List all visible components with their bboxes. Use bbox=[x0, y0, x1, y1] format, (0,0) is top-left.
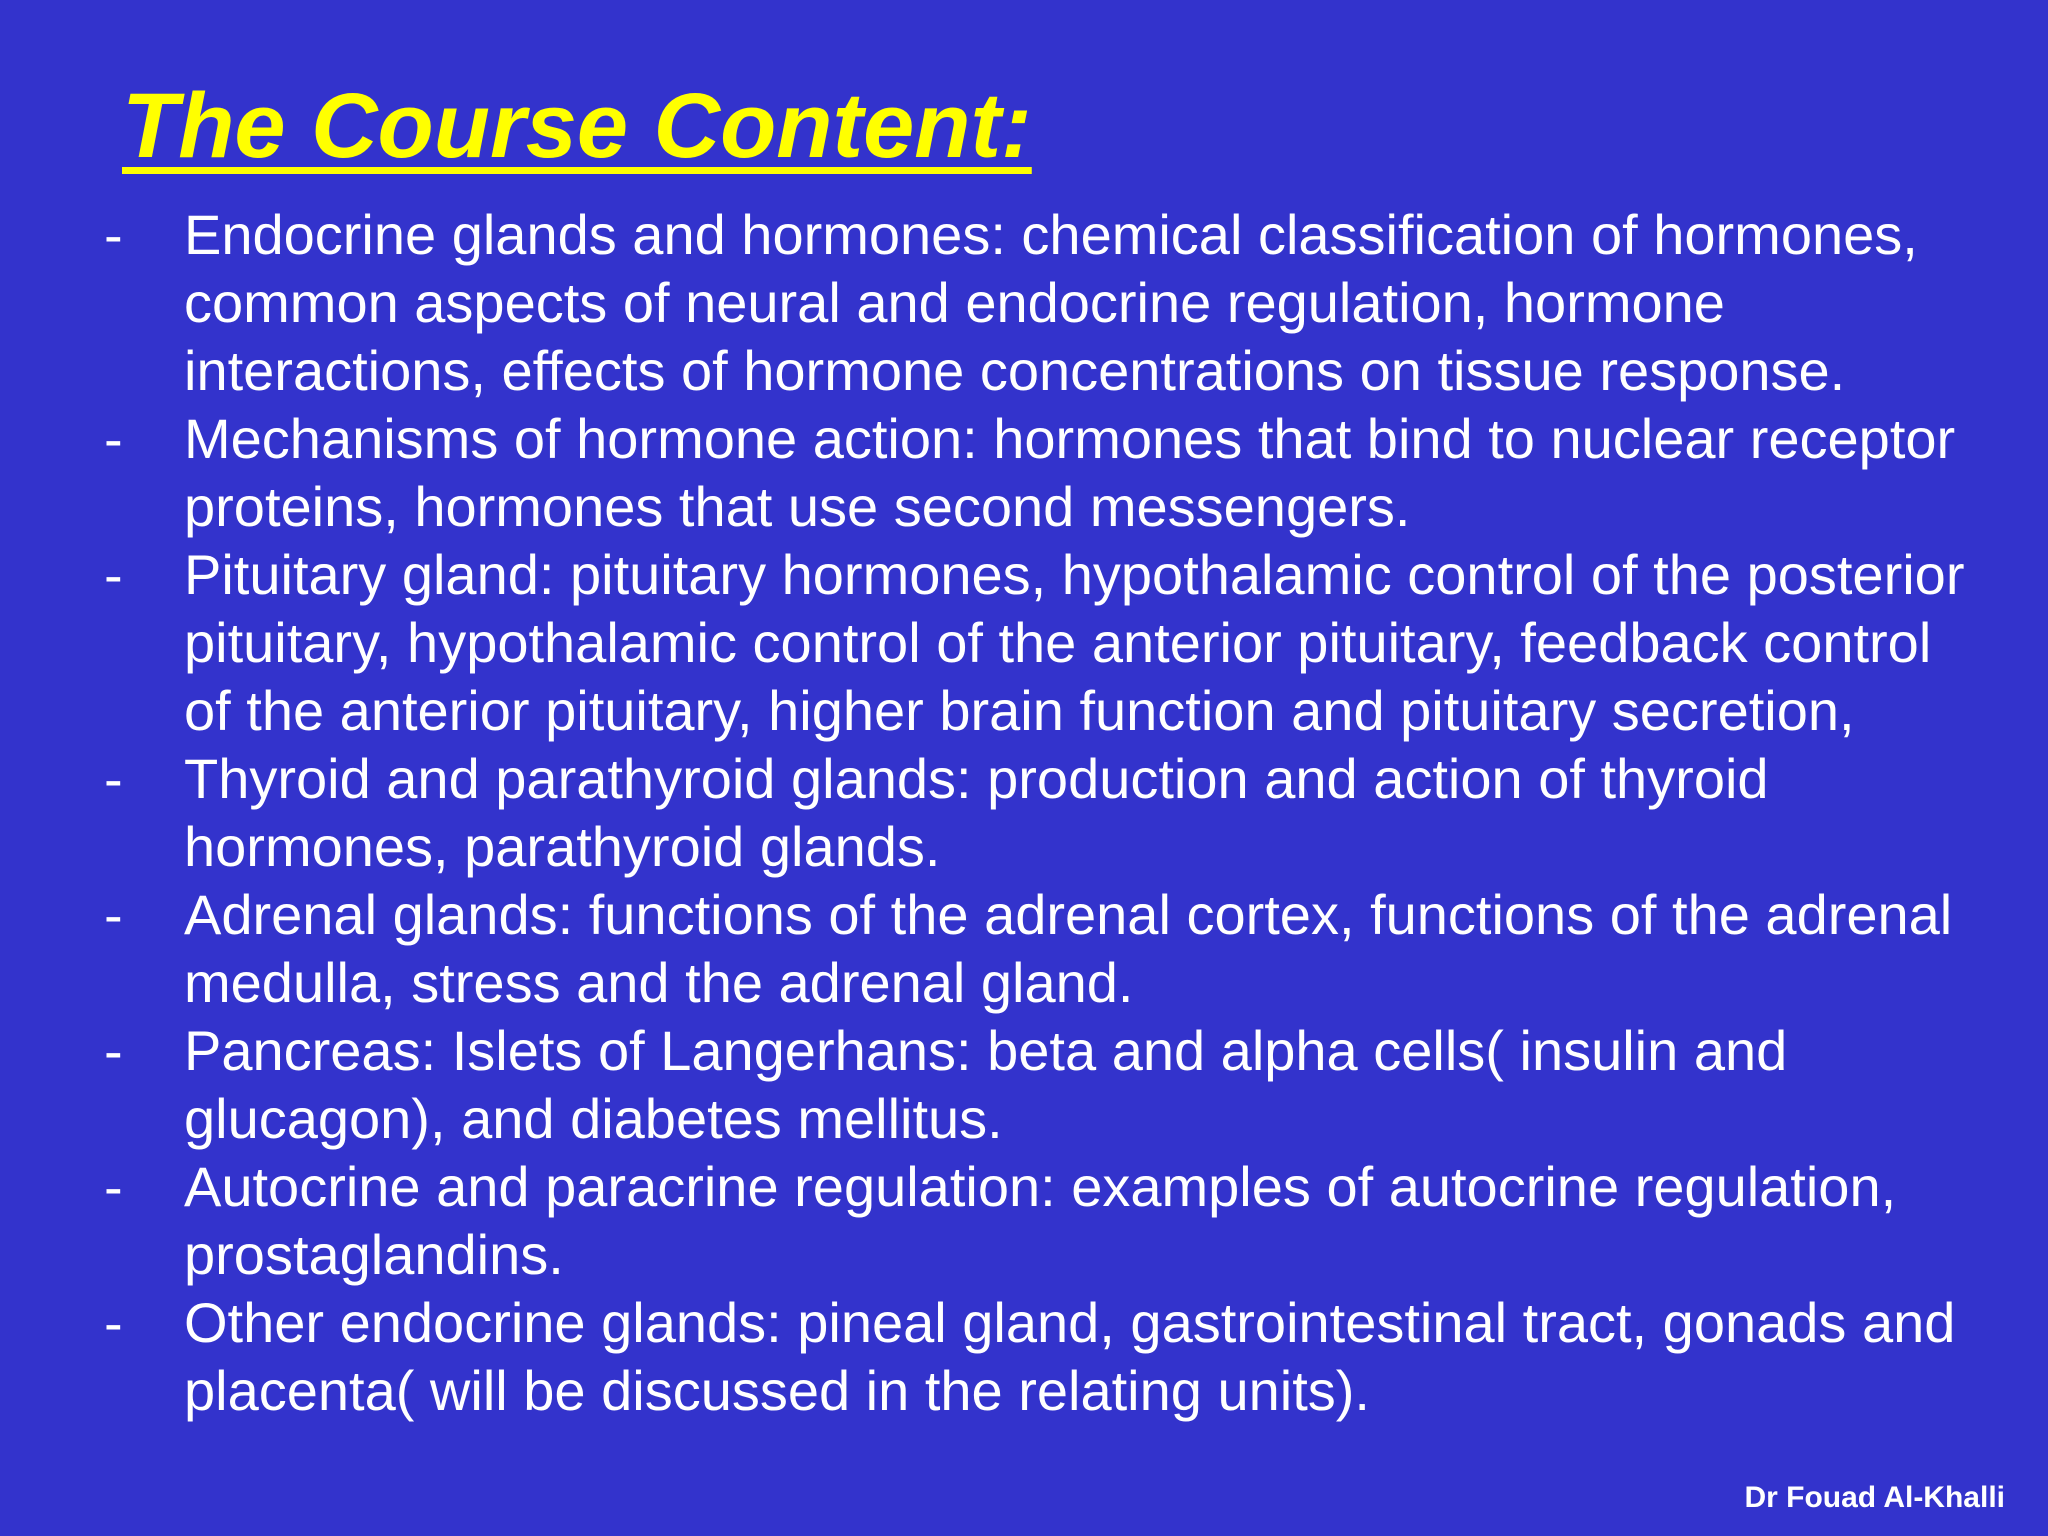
list-item bbox=[104, 405, 2004, 541]
list-item bbox=[104, 1289, 2004, 1425]
item-line: Pituitary gland: pituitary hormones, hypothalamic control of the posterior bbox=[184, 543, 1965, 606]
item-line: common aspects of neural and endocrine regulation, hormone bbox=[184, 271, 1725, 334]
list-item bbox=[104, 745, 2004, 881]
bullet-dash: - bbox=[104, 203, 123, 266]
bullet-dash: - bbox=[104, 1291, 123, 1354]
author-footer: Dr Fouad Al-Khalli bbox=[1744, 1481, 2005, 1514]
item-line: Pancreas: Islets of Langerhans: beta and alpha cells( insulin and bbox=[184, 1019, 1788, 1082]
item-line: prostaglandins. bbox=[184, 1223, 564, 1286]
list-item bbox=[104, 1153, 2004, 1289]
item-line: Thyroid and parathyroid glands: production and action of thyroid bbox=[184, 747, 1769, 810]
course-content-list bbox=[104, 201, 2004, 1425]
list-item bbox=[104, 201, 2004, 405]
bullet-dash: - bbox=[104, 1019, 123, 1082]
item-line: hormones, parathyroid glands. bbox=[184, 815, 941, 878]
bullet-dash: - bbox=[104, 543, 123, 606]
bullet-dash: - bbox=[104, 883, 123, 946]
item-line: interactions, effects of hormone concentrations on tissue response. bbox=[184, 339, 1846, 402]
item-line: Adrenal glands: functions of the adrenal cortex, functions of the adrenal bbox=[184, 883, 1953, 946]
bullet-dash: - bbox=[104, 747, 123, 810]
bullet-dash: - bbox=[104, 1155, 123, 1218]
item-line: Autocrine and paracrine regulation: examples of autocrine regulation, bbox=[184, 1155, 1897, 1218]
list-item bbox=[104, 1017, 2004, 1153]
item-line: Mechanisms of hormone action: hormones that bind to nuclear receptor bbox=[184, 407, 1956, 470]
bullet-dash: - bbox=[104, 407, 123, 470]
item-line: glucagon), and diabetes mellitus. bbox=[184, 1087, 1003, 1150]
item-line: of the anterior pituitary, higher brain function and pituitary secretion, bbox=[184, 679, 1855, 742]
item-line: Other endocrine glands: pineal gland, gastrointestinal tract, gonads and bbox=[184, 1291, 1956, 1354]
item-line: proteins, hormones that use second messengers. bbox=[184, 475, 1411, 538]
list-item bbox=[104, 881, 2004, 1017]
slide-title: The Course Content: bbox=[122, 75, 1032, 177]
list-item bbox=[104, 541, 2004, 745]
item-line: pituitary, hypothalamic control of the anterior pituitary, feedback control bbox=[184, 611, 1932, 674]
item-line: placenta( will be discussed in the relating units). bbox=[184, 1359, 1370, 1422]
item-line: medulla, stress and the adrenal gland. bbox=[184, 951, 1134, 1014]
item-line: Endocrine glands and hormones: chemical classification of hormones, bbox=[184, 203, 1918, 266]
